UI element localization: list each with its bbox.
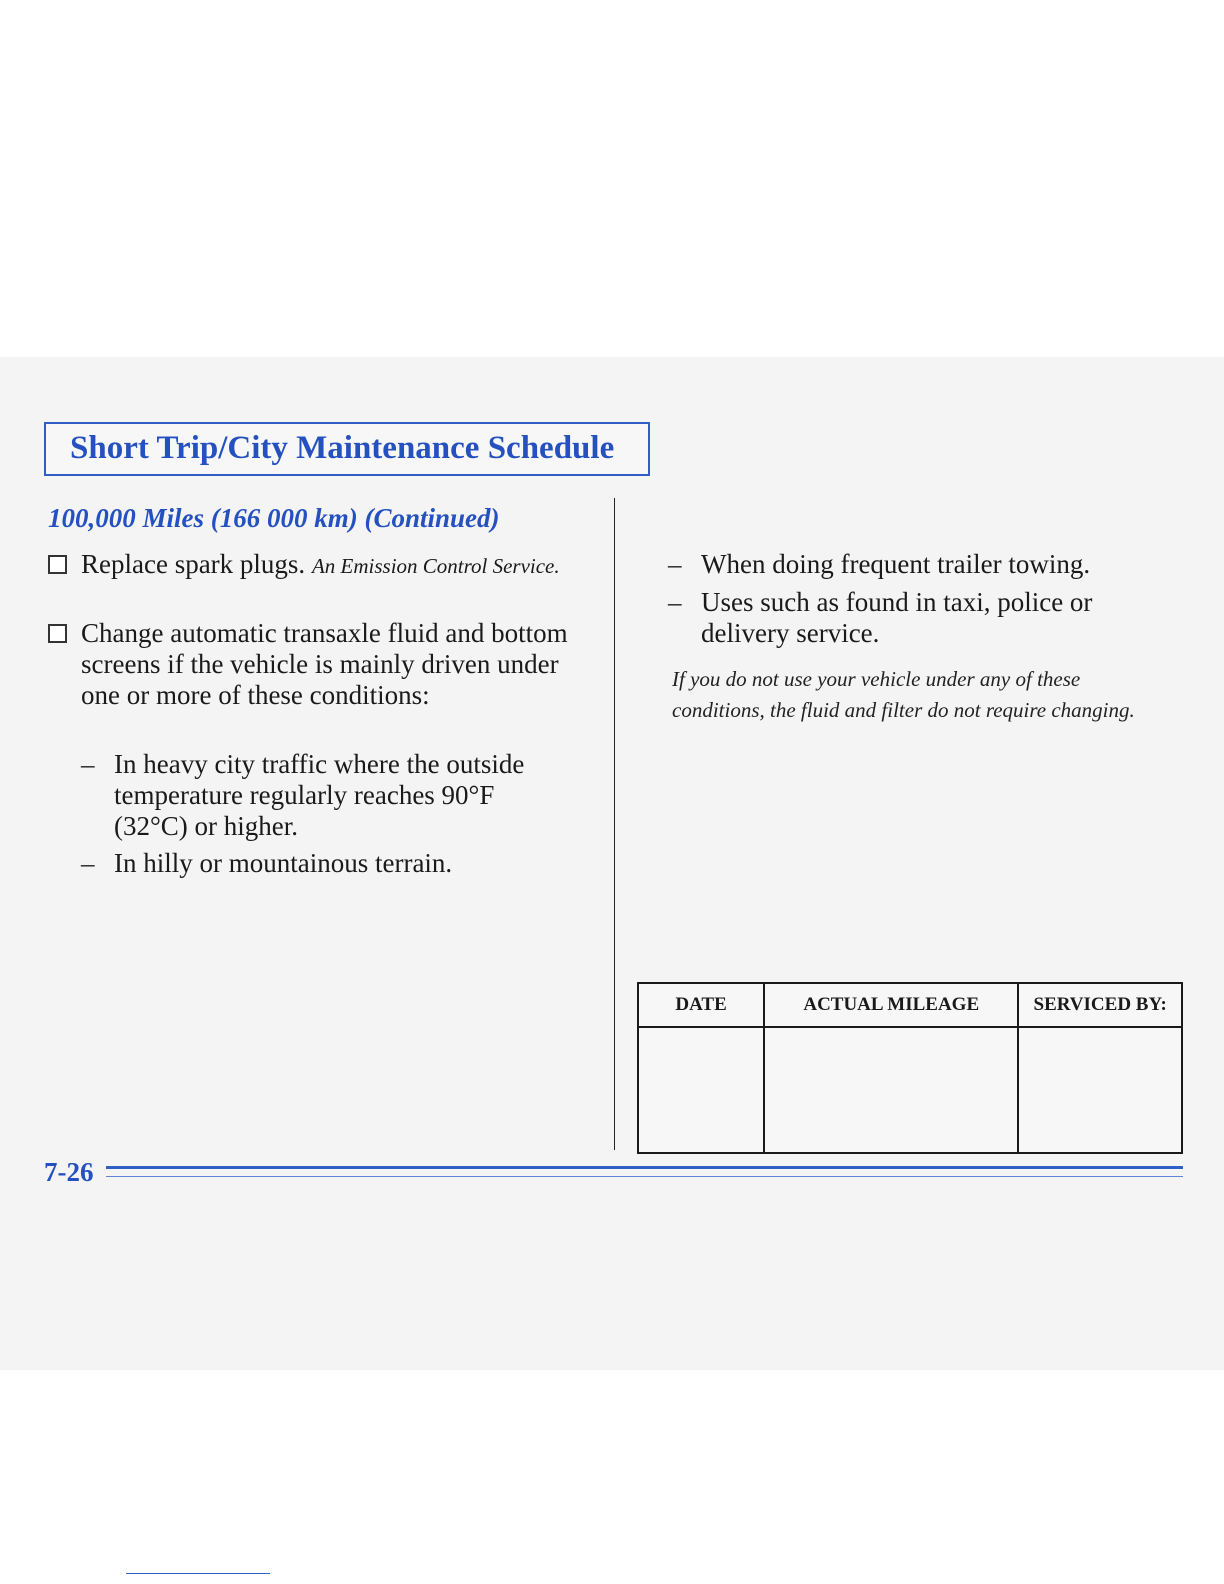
page-title-box — [44, 422, 650, 476]
serviced-by-entry-cell[interactable] — [1018, 1027, 1182, 1153]
condition-hilly-terrain-text: In hilly or mountainous terrain. — [114, 848, 453, 878]
date-entry-cell[interactable] — [638, 1027, 764, 1153]
dash-marker: – — [81, 749, 95, 779]
transaxle-fluid-item — [48, 618, 568, 742]
column-divider — [614, 498, 615, 1150]
footer-rule-thin — [106, 1176, 1183, 1177]
actual-mileage-entry-cell[interactable] — [764, 1027, 1018, 1153]
mileage-subheading: 100,000 Miles (166 000 km) (Continued) — [48, 503, 500, 533]
emission-control-note: An Emission Control Service. — [311, 554, 560, 578]
page-title: Short Trip/City Maintenance Schedule — [70, 430, 615, 466]
serviced-by-column-header: SERVICED BY: — [1018, 983, 1182, 1027]
spark-plugs-item — [48, 549, 568, 619]
condition-trailer-towing-text: When doing frequent trailer towing. — [701, 549, 1091, 579]
page-number: 7-26 — [44, 1157, 94, 1187]
footer-rule — [106, 1166, 1183, 1169]
spark-plugs-label: Replace spark plugs. — [81, 549, 306, 579]
fluid-filter-note: If you do not use your vehicle under any of these conditions, the fluid and filter do not require changing. — [672, 667, 1135, 722]
transaxle-fluid-checkbox[interactable] — [48, 624, 67, 643]
bottom-link-underline — [126, 1573, 270, 1574]
condition-delivery-service-text: Uses such as found in taxi, police or delivery service. — [701, 587, 1093, 648]
transaxle-fluid-label: Change automatic transaxle fluid and bottom screens if the vehicle is mainly driven under one or more of these conditions: — [81, 618, 568, 710]
condition-city-traffic-text: In heavy city traffic where the outside temperature regularly reaches 90°F (32°C) or higher. — [114, 749, 525, 841]
service-record-table — [637, 982, 1183, 1154]
table-row — [638, 1027, 1182, 1153]
date-column-header: DATE — [638, 983, 764, 1027]
spark-plugs-checkbox[interactable] — [48, 555, 67, 574]
actual-mileage-column-header: ACTUAL MILEAGE — [764, 983, 1018, 1027]
dash-marker: – — [668, 549, 682, 579]
dash-marker: – — [81, 848, 95, 878]
dash-marker: – — [668, 587, 682, 617]
